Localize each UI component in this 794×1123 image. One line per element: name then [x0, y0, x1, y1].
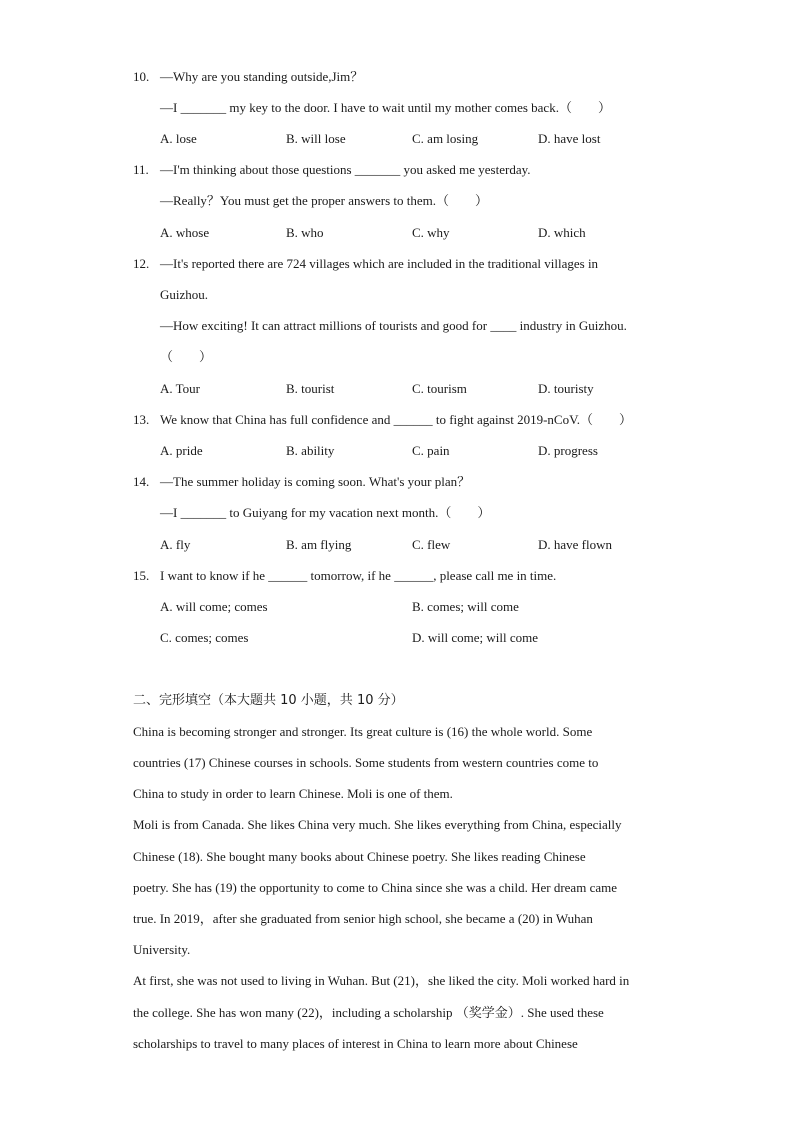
question-line: —It's reported there are 724 villages which are included in the traditional villages in	[160, 256, 599, 271]
question-line: Guizhou.	[160, 287, 209, 302]
question-line: —Why are you standing outside,Jim？	[160, 69, 364, 84]
passage-line: University.	[133, 942, 191, 957]
passage-line: At first, she was not used to living in Wuhan. But (21)，she liked the city. Moli worked hard in	[133, 973, 630, 988]
passage-line: China to study in order to learn Chinese. Moli is one of them.	[133, 786, 453, 801]
question-number: 13.	[133, 412, 150, 427]
option-a: A. fly	[160, 537, 191, 552]
passage-line: true. In 2019，after she graduated from senior high school, she became a (20) in Wuhan	[133, 911, 593, 926]
question-line: —I _______ to Guiyang for my vacation next month.（ ）	[160, 505, 491, 520]
option-d: D. which	[538, 225, 586, 240]
option-c: C. tourism	[412, 381, 467, 396]
question-number: 14.	[133, 474, 150, 489]
option-d: D. will come; will come	[412, 630, 539, 645]
option-b: B. ability	[286, 443, 335, 458]
option-b: B. tourist	[286, 381, 335, 396]
question-number: 10.	[133, 69, 150, 84]
passage-line: China is becoming stronger and stronger. Its great culture is (16) the whole world. Some	[133, 724, 593, 739]
question-line: （ ）	[160, 349, 213, 364]
option-a: A. pride	[160, 443, 203, 458]
option-c: C. why	[412, 225, 450, 240]
option-c: C. pain	[412, 443, 450, 458]
question-line: —Really？You must get the proper answers to them.（ ）	[160, 193, 488, 208]
question-line: —The summer holiday is coming soon. What's your plan？	[160, 474, 471, 489]
option-c: C. am losing	[412, 131, 479, 146]
passage-line: the college. She has won many (22)，including a scholarship （奖学金）. She used these	[133, 1005, 604, 1020]
passage-line: countries (17) Chinese courses in schools. Some students from western countries come to	[133, 755, 599, 770]
passage-line: scholarships to travel to many places of interest in China to learn more about Chinese	[133, 1036, 578, 1051]
question-line: —I'm thinking about those questions _______ you asked me yesterday.	[160, 162, 531, 177]
option-c: C. flew	[412, 537, 451, 552]
question-line: We know that China has full confidence and ______ to fight against 2019-nCoV.（ ）	[160, 412, 633, 427]
option-a: A. Tour	[160, 381, 201, 396]
passage-line: Moli is from Canada. She likes China very much. She likes everything from China, especially	[133, 817, 622, 832]
option-c: C. comes; comes	[160, 630, 249, 645]
option-a: A. lose	[160, 131, 197, 146]
option-b: B. who	[286, 225, 324, 240]
option-d: D. progress	[538, 443, 598, 458]
passage-line: poetry. She has (19) the opportunity to come to China since she was a child. Her dream came	[133, 880, 617, 895]
option-b: B. am flying	[286, 537, 352, 552]
question-number: 12.	[133, 256, 150, 271]
question-number: 11.	[133, 162, 149, 177]
question-line: —How exciting! It can attract millions of tourists and good for ____ industry in Guizhou.	[160, 318, 627, 333]
passage-line: Chinese (18). She bought many books about Chinese poetry. She likes reading Chinese	[133, 849, 586, 864]
option-d: D. have flown	[538, 537, 613, 552]
option-a: A. whose	[160, 225, 210, 240]
option-b: B. will lose	[286, 131, 346, 146]
option-d: D. touristy	[538, 381, 594, 396]
option-a: A. will come; comes	[160, 599, 268, 614]
question-number: 15.	[133, 568, 150, 583]
option-d: D. have lost	[538, 131, 601, 146]
question-line: —I _______ my key to the door. I have to wait until my mother comes back.（ ）	[160, 100, 611, 115]
option-b: B. comes; will come	[412, 599, 519, 614]
section-title: 二、完形填空（本大题共 10 小题，共 10 分）	[133, 693, 404, 708]
question-line: I want to know if he ______ tomorrow, if he ______, please call me in time.	[160, 568, 557, 583]
